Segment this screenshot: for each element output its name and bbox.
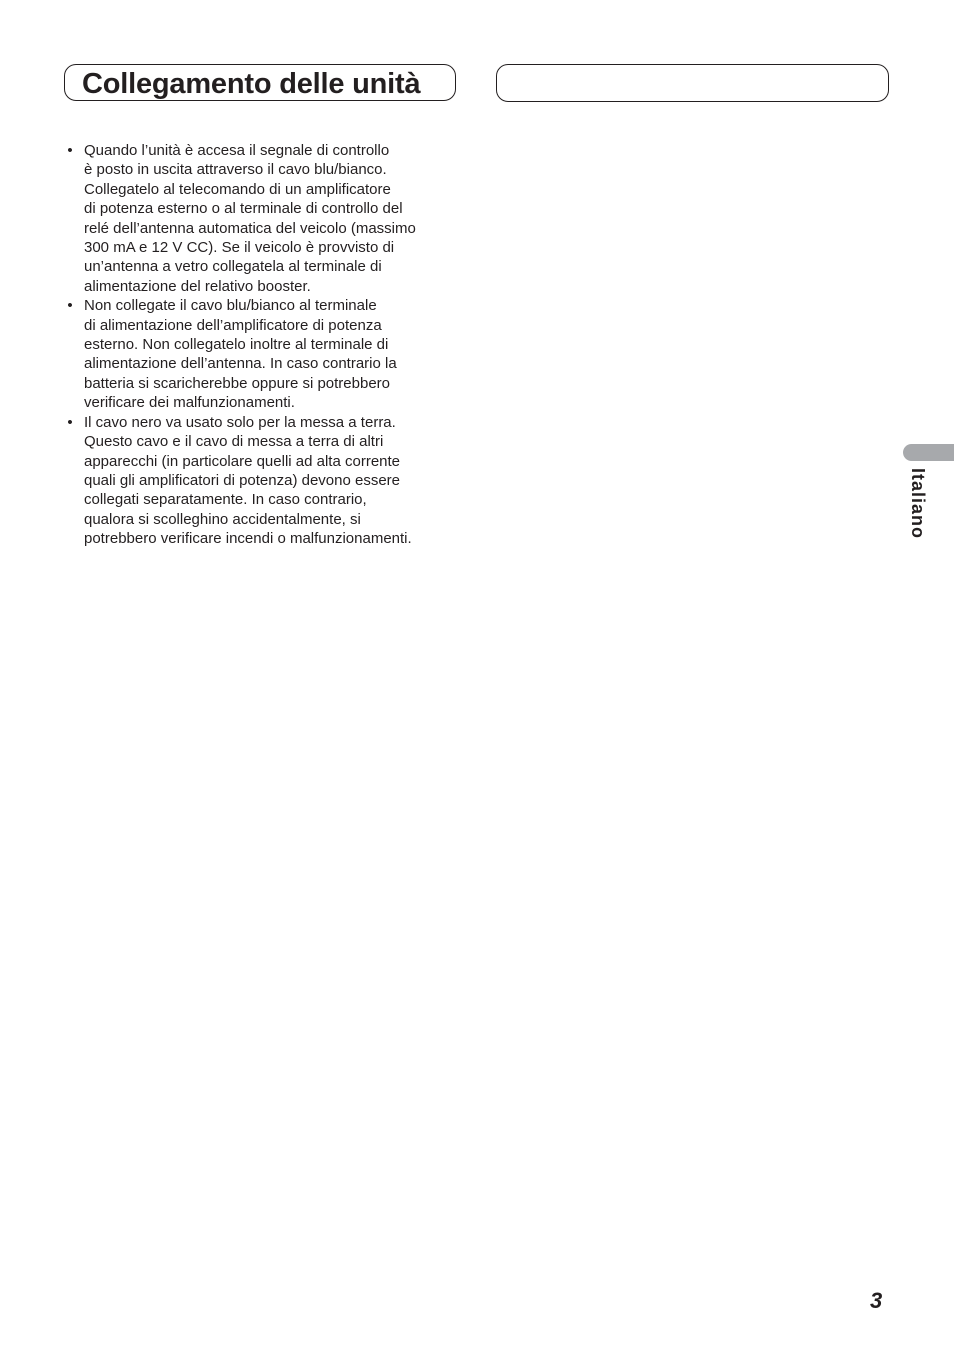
bullet-line: Il cavo nero va usato solo per la messa a terra. bbox=[84, 413, 396, 431]
page-number: 3 bbox=[870, 1288, 883, 1313]
bullet-line: quali gli amplificatori di potenza) devono essere bbox=[84, 471, 401, 489]
bullet-marker: • bbox=[67, 142, 73, 159]
bullet-list bbox=[64, 141, 464, 549]
bullet-item bbox=[64, 296, 464, 412]
bullet-line: Quando l’unità è accesa il segnale di controllo bbox=[84, 142, 390, 159]
bullet-line: apparecchi (in particolare quelli ad alta corrente bbox=[84, 452, 401, 470]
language-tab-marker bbox=[903, 444, 954, 461]
language-label: Italiano bbox=[908, 468, 928, 540]
bullet-item bbox=[64, 413, 464, 549]
bullet-line: un’antenna a vetro collegatela al terminale di bbox=[84, 258, 382, 276]
bullet-line: di alimentazione dell’amplificatore di potenza bbox=[84, 316, 382, 334]
right-column-title-frame bbox=[496, 64, 889, 102]
bullet-line: batteria si scaricherebbe oppure si potrebbero bbox=[84, 374, 391, 392]
bullet-item bbox=[64, 141, 464, 296]
section-title: Collegamento delle unità bbox=[82, 68, 421, 100]
bullet-line: Collegatelo al telecomando di un amplificatore bbox=[84, 180, 391, 198]
bullet-line: alimentazione dell’antenna. In caso contrario la bbox=[84, 355, 397, 373]
bullet-line: collegati separatamente. In caso contrario, bbox=[84, 491, 367, 509]
bullet-line: qualora si scolleghino accidentalmente, si bbox=[84, 510, 361, 528]
bullet-line: Questo cavo e il cavo di messa a terra di altri bbox=[84, 433, 384, 451]
bullet-line: esterno. Non collegatelo inoltre al terminale di bbox=[84, 336, 389, 354]
bullet-line: di potenza esterno o al terminale di controllo del bbox=[84, 200, 403, 218]
bullet-line: 300 mA e 12 V CC). Se il veicolo è provvisto di bbox=[84, 239, 395, 257]
bullet-marker: • bbox=[67, 413, 73, 431]
bullet-line: è posto in uscita attraverso il cavo blu/bianco. bbox=[84, 161, 387, 179]
bullet-line: alimentazione del relativo booster. bbox=[84, 277, 311, 295]
bullet-line: Non collegate il cavo blu/bianco al terminale bbox=[84, 297, 377, 315]
bullet-line: potrebbero verificare incendi o malfunzionamenti. bbox=[84, 530, 412, 548]
bullet-marker: • bbox=[67, 297, 73, 315]
bullet-line: verificare dei malfunzionamenti. bbox=[84, 394, 295, 412]
bullet-line: relé dell’antenna automatica del veicolo (massimo bbox=[84, 219, 416, 237]
